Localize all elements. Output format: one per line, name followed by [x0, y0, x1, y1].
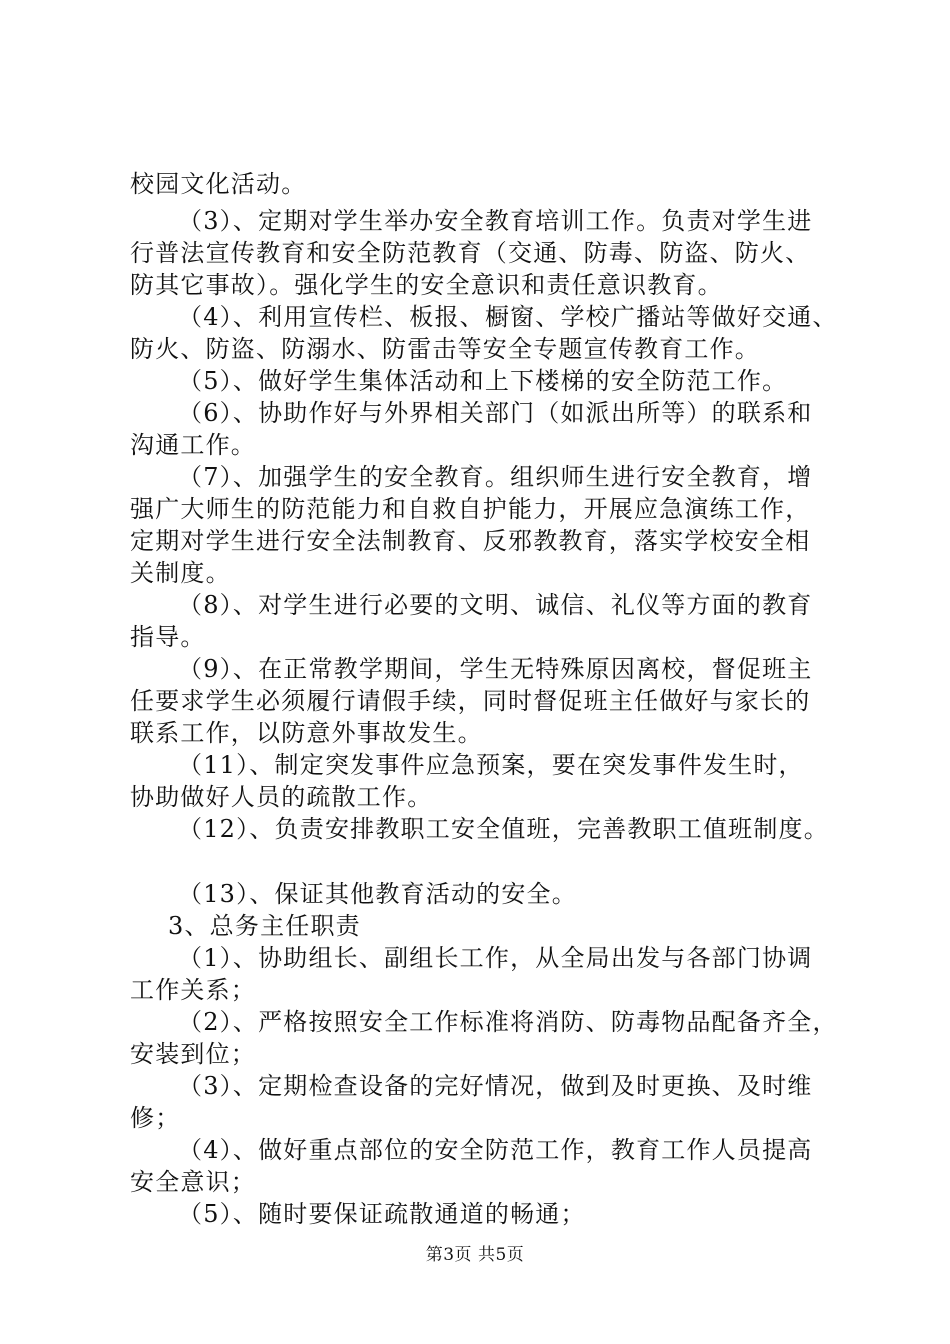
paragraph-line: 强广大师生的防范能力和自救自护能力，开展应急演练工作， — [130, 495, 811, 523]
paragraph-line: （12）、负责安排教职工安全值班，完善教职工值班制度。 — [178, 815, 829, 843]
page-footer: 第3页 共5页 — [425, 1245, 525, 1265]
paragraph-line: （1）、协助组长、副组长工作，从全局出发与各部门协调 — [178, 944, 813, 972]
paragraph-line: 定期对学生进行安全法制教育、反邪教教育，落实学校安全相 — [130, 527, 811, 555]
paragraph-line: 校园文化活动。 — [130, 170, 307, 198]
paragraph-line: （3）、定期检查设备的完好情况，做到及时更换、及时维 — [178, 1072, 813, 1100]
paragraph-line: 联系工作，以防意外事故发生。 — [130, 719, 483, 747]
paragraph-line: （9）、在正常教学期间，学生无特殊原因离校，督促班主 — [178, 655, 813, 683]
paragraph-line: 安装到位； — [130, 1040, 256, 1068]
paragraph-line: 沟通工作。 — [130, 431, 256, 459]
paragraph-line: （6）、协助作好与外界相关部门（如派出所等）的联系和 — [178, 399, 813, 427]
paragraph-line: 任要求学生必须履行请假手续，同时督促班主任做好与家长的 — [130, 687, 811, 715]
paragraph-line: （2）、严格按照安全工作标准将消防、防毒物品配备齐全， — [178, 1008, 838, 1036]
paragraph-line: （5）、随时要保证疏散通道的畅通； — [178, 1200, 586, 1228]
paragraph-line: 防其它事故）。强化学生的安全意识和责任意识教育。 — [130, 271, 723, 299]
paragraph-line: 关制度。 — [130, 559, 231, 587]
paragraph-line: （5）、做好学生集体活动和上下楼梯的安全防范工作。 — [178, 367, 788, 395]
paragraph-line: （7）、加强学生的安全教育。组织师生进行安全教育，增 — [178, 463, 813, 491]
paragraph-line: 防火、防盗、防溺水、防雷击等安全专题宣传教育工作。 — [130, 335, 760, 363]
paragraph-line: 行普法宣传教育和安全防范教育（交通、防毒、防盗、防火、 — [130, 239, 811, 267]
paragraph-line: （8）、对学生进行必要的文明、诚信、礼仪等方面的教育 — [178, 591, 813, 619]
paragraph-line: 协助做好人员的疏散工作。 — [130, 783, 433, 811]
paragraph-line: 安全意识； — [130, 1168, 256, 1196]
paragraph-line: 工作关系； — [130, 976, 256, 1004]
paragraph-line: 修； — [130, 1104, 181, 1132]
paragraph-line: 指导。 — [130, 623, 206, 651]
paragraph-line: （3）、定期对学生举办安全教育培训工作。负责对学生进 — [178, 207, 813, 235]
paragraph-line: （4）、利用宣传栏、板报、橱窗、学校广播站等做好交通、 — [178, 303, 838, 331]
paragraph-line: （13）、保证其他教育活动的安全。 — [178, 880, 577, 908]
paragraph-line: （4）、做好重点部位的安全防范工作，教育工作人员提高 — [178, 1136, 813, 1164]
paragraph-line: （11）、制定突发事件应急预案，要在突发事件发生时， — [178, 751, 804, 779]
section-heading: 3、总务主任职责 — [168, 912, 361, 940]
